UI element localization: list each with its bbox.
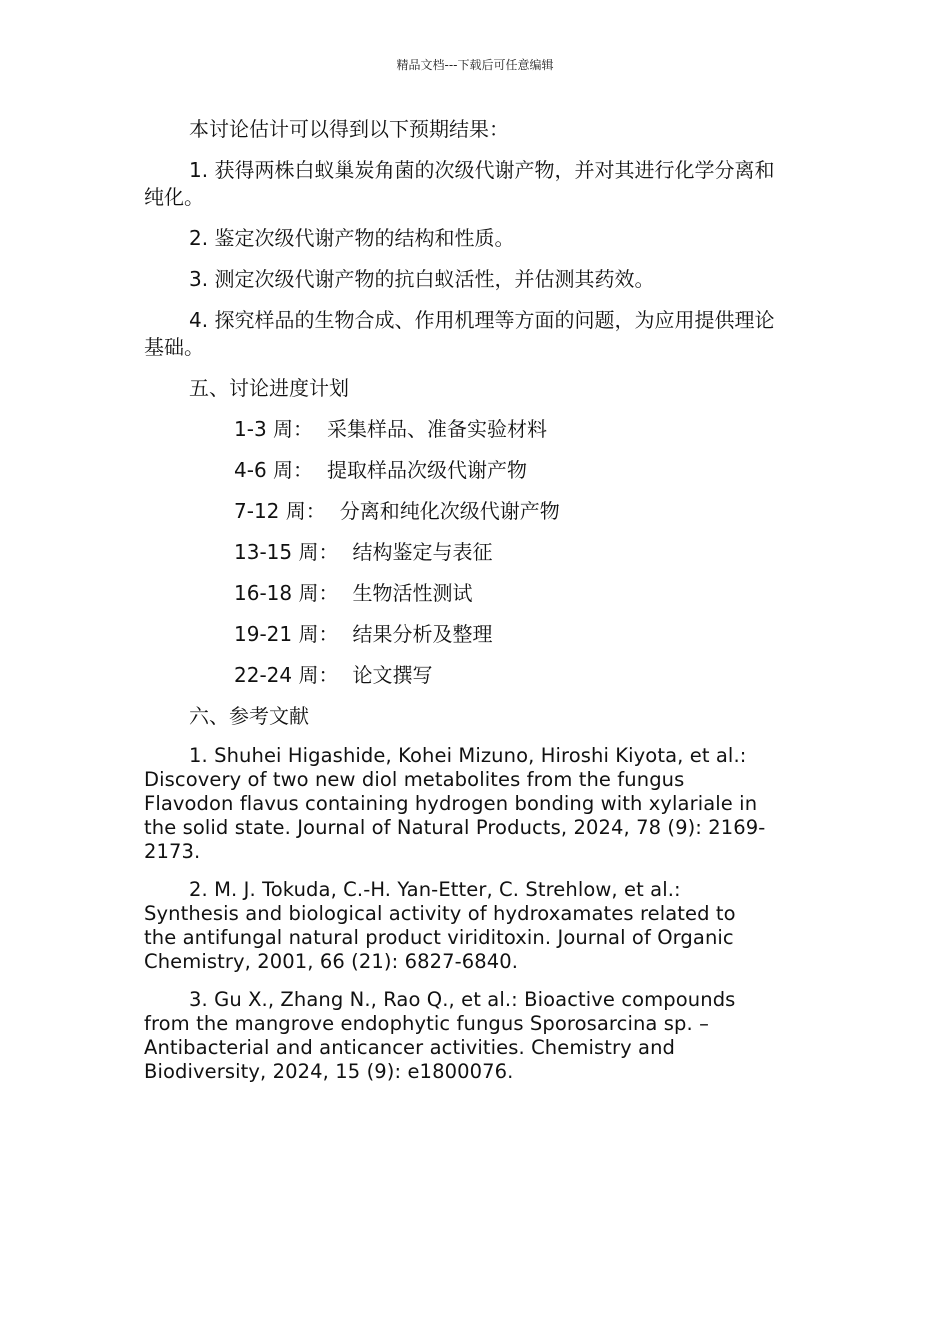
reference-item-3 bbox=[144, 988, 804, 1084]
schedule-item bbox=[144, 416, 804, 443]
document-body bbox=[144, 116, 804, 1098]
reference-line: Synthesis and biological activity of hydroxamates related to bbox=[144, 902, 736, 925]
schedule-task: 论文撰写 bbox=[352, 663, 433, 687]
result-item-3: 3. 测定次级代谢产物的抗白蚁活性，并估测其药效。 bbox=[189, 267, 655, 291]
schedule-item bbox=[144, 580, 804, 607]
reference-line: Biodiversity, 2024, 15 (9): e1800076. bbox=[144, 1060, 514, 1083]
schedule-weeks: 16-18 周： bbox=[234, 581, 339, 605]
schedule-weeks: 22-24 周： bbox=[234, 663, 339, 687]
reference-line: Antibacterial and anticancer activities. Chemistry and bbox=[144, 1036, 676, 1059]
section-5-title: 五、讨论进度计划 bbox=[189, 376, 349, 400]
result-item-2: 2. 鉴定次级代谢产物的结构和性质。 bbox=[189, 226, 515, 250]
result-item-1-line1: 1. 获得两株白蚁巢炭角菌的次级代谢产物，并对其进行化学分离和 bbox=[189, 158, 775, 182]
schedule-item bbox=[144, 457, 804, 484]
schedule-weeks: 7-12 周： bbox=[234, 499, 326, 523]
schedule-item bbox=[144, 662, 804, 689]
reference-line: 3. Gu X., Zhang N., Rao Q., et al.: Bioactive compounds bbox=[189, 988, 736, 1011]
section-6-title: 六、参考文献 bbox=[189, 704, 309, 728]
schedule-item bbox=[144, 498, 804, 525]
schedule-task: 生物活性测试 bbox=[352, 581, 473, 605]
page-header: 精品文档---下载后可任意编辑 bbox=[396, 58, 554, 72]
schedule-weeks: 13-15 周： bbox=[234, 540, 339, 564]
schedule-item bbox=[144, 539, 804, 566]
reference-item-1 bbox=[144, 744, 804, 864]
reference-line: the solid state. Journal of Natural Products, 2024, 78 (9): 2169- bbox=[144, 816, 766, 839]
schedule-weeks: 4-6 周： bbox=[234, 458, 314, 482]
intro-paragraph: 本讨论估计可以得到以下预期结果： bbox=[189, 117, 509, 141]
schedule-task: 结果分析及整理 bbox=[352, 622, 493, 646]
reference-line: Discovery of two new diol metabolites from the fungus bbox=[144, 768, 685, 791]
schedule-task: 结构鉴定与表征 bbox=[352, 540, 493, 564]
schedule-weeks: 19-21 周： bbox=[234, 622, 339, 646]
schedule-weeks: 1-3 周： bbox=[234, 417, 314, 441]
schedule-task: 分离和纯化次级代谢产物 bbox=[339, 499, 560, 523]
result-item-4-line1: 4. 探究样品的生物合成、作用机理等方面的问题，为应用提供理论 bbox=[189, 308, 775, 332]
schedule-task: 提取样品次级代谢产物 bbox=[327, 458, 528, 482]
reference-line: 2173. bbox=[144, 840, 201, 863]
reference-line: the antifungal natural product viriditoxin. Journal of Organic bbox=[144, 926, 734, 949]
result-item-4-line2: 基础。 bbox=[144, 335, 204, 359]
result-item-4 bbox=[144, 307, 804, 361]
reference-line: Flavodon flavus containing hydrogen bonding with xylariale in bbox=[144, 792, 758, 815]
reference-line: Chemistry, 2001, 66 (21): 6827-6840. bbox=[144, 950, 519, 973]
schedule-task: 采集样品、准备实验材料 bbox=[327, 417, 548, 441]
schedule-item bbox=[144, 621, 804, 648]
reference-line: 1. Shuhei Higashide, Kohei Mizuno, Hiroshi Kiyota, et al.: bbox=[189, 744, 747, 767]
result-item-1 bbox=[144, 157, 804, 211]
reference-line: from the mangrove endophytic fungus Sporosarcina sp. – bbox=[144, 1012, 709, 1035]
reference-line: 2. M. J. Tokuda, C.-H. Yan-Etter, C. Strehlow, et al.: bbox=[189, 878, 681, 901]
result-item-1-line2: 纯化。 bbox=[144, 185, 204, 209]
reference-item-2 bbox=[144, 878, 804, 974]
